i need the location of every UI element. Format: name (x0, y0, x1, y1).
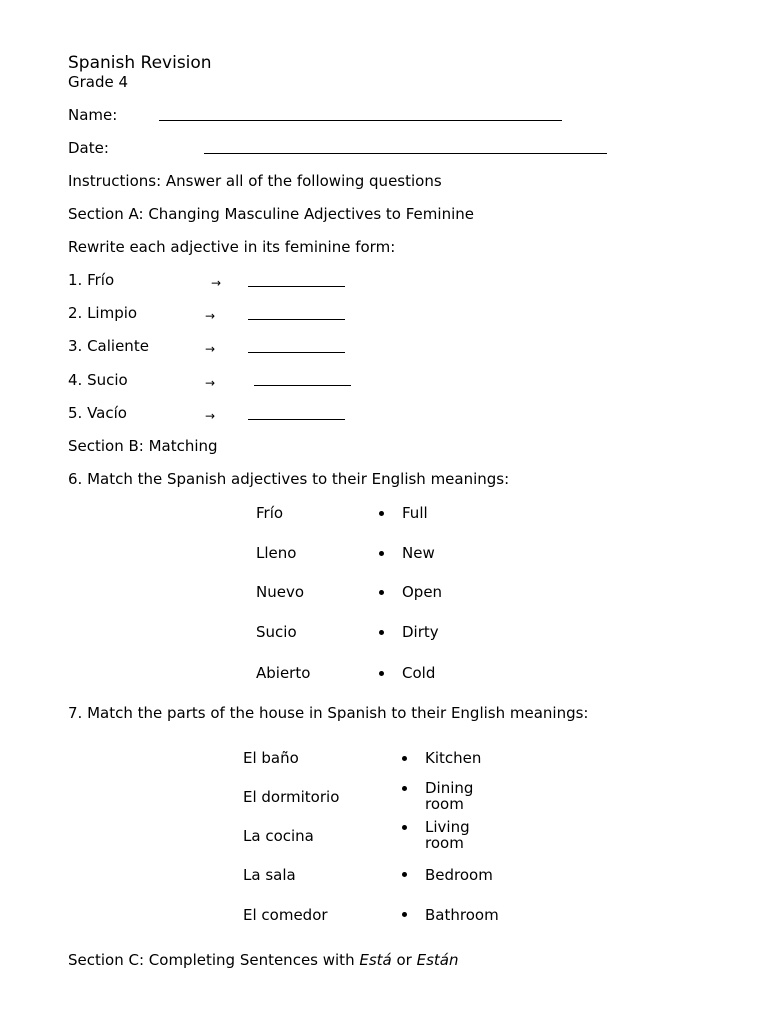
instructions-text: Instructions: Answer all of the following questions (68, 172, 442, 190)
arrow-icon: → (205, 309, 216, 323)
q7-spanish-word: El baño (243, 749, 299, 767)
q6-english-word: Dirty (402, 623, 439, 641)
arrow-icon: → (205, 342, 216, 356)
q7-english-word: Living room (425, 818, 470, 852)
q6-spanish-word: Frío (256, 504, 284, 522)
q6-spanish-word: Lleno (256, 544, 297, 562)
answer-blank-line[interactable] (248, 352, 345, 353)
arrow-icon: → (211, 276, 222, 290)
q6-english-word: Open (402, 583, 443, 601)
q7-english-word: Bedroom (425, 866, 493, 884)
q6-spanish-word: Sucio (256, 623, 297, 641)
q7-english-word: Bathroom (425, 906, 499, 924)
section-a-heading: Section A: Changing Masculine Adjectives to Feminine (68, 205, 474, 223)
bullet-icon (379, 671, 384, 676)
q6-english-word: Full (402, 504, 428, 522)
adjective-item: 2. Limpio (68, 304, 138, 322)
question-6-prompt: 6. Match the Spanish adjectives to their English meanings: (68, 470, 510, 488)
arrow-icon: → (205, 376, 216, 390)
bullet-icon (402, 786, 407, 791)
q7-spanish-word: El dormitorio (243, 788, 340, 806)
bullet-icon (402, 872, 407, 877)
q7-english-word: Kitchen (425, 749, 482, 767)
arrow-icon: → (205, 409, 216, 423)
section-b-heading: Section B: Matching (68, 437, 218, 455)
bullet-icon (402, 912, 407, 917)
answer-blank-line[interactable] (254, 385, 351, 386)
bullet-icon (379, 630, 384, 635)
q6-spanish-word: Nuevo (256, 583, 305, 601)
adjective-item: 5. Vacío (68, 404, 127, 422)
date-blank-line[interactable] (204, 153, 607, 154)
section-c-word-estan: Están (416, 951, 459, 969)
grade-label: Grade 4 (68, 73, 129, 91)
adjective-item: 3. Caliente (68, 337, 149, 355)
date-label: Date: (68, 139, 109, 157)
answer-blank-line[interactable] (248, 419, 345, 420)
name-label: Name: (68, 106, 118, 124)
section-c-heading (68, 951, 458, 969)
q6-english-word: New (402, 544, 435, 562)
adjective-item: 1. Frío (68, 271, 115, 289)
bullet-icon (379, 590, 384, 595)
bullet-icon (402, 825, 407, 830)
section-c-word-esta: Está (359, 951, 392, 969)
q7-spanish-word: La sala (243, 866, 296, 884)
q7-spanish-word: El comedor (243, 906, 328, 924)
name-blank-line[interactable] (159, 120, 562, 121)
q7-spanish-word: La cocina (243, 827, 314, 845)
bullet-icon (402, 756, 407, 761)
answer-blank-line[interactable] (248, 319, 345, 320)
q7-english-word: Dining room (425, 779, 474, 813)
q6-spanish-word: Abierto (256, 664, 311, 682)
worksheet-title: Spanish Revision (68, 53, 212, 73)
question-7-prompt: 7. Match the parts of the house in Spanish to their English meanings: (68, 704, 589, 722)
bullet-icon (379, 511, 384, 516)
adjective-item: 4. Sucio (68, 371, 128, 389)
bullet-icon (379, 551, 384, 556)
section-a-prompt: Rewrite each adjective in its feminine form: (68, 238, 396, 256)
section-c-connector: or (391, 951, 417, 969)
q6-english-word: Cold (402, 664, 436, 682)
section-c-heading-prefix: Section C: Completing Sentences with (68, 951, 360, 969)
answer-blank-line[interactable] (248, 286, 345, 287)
